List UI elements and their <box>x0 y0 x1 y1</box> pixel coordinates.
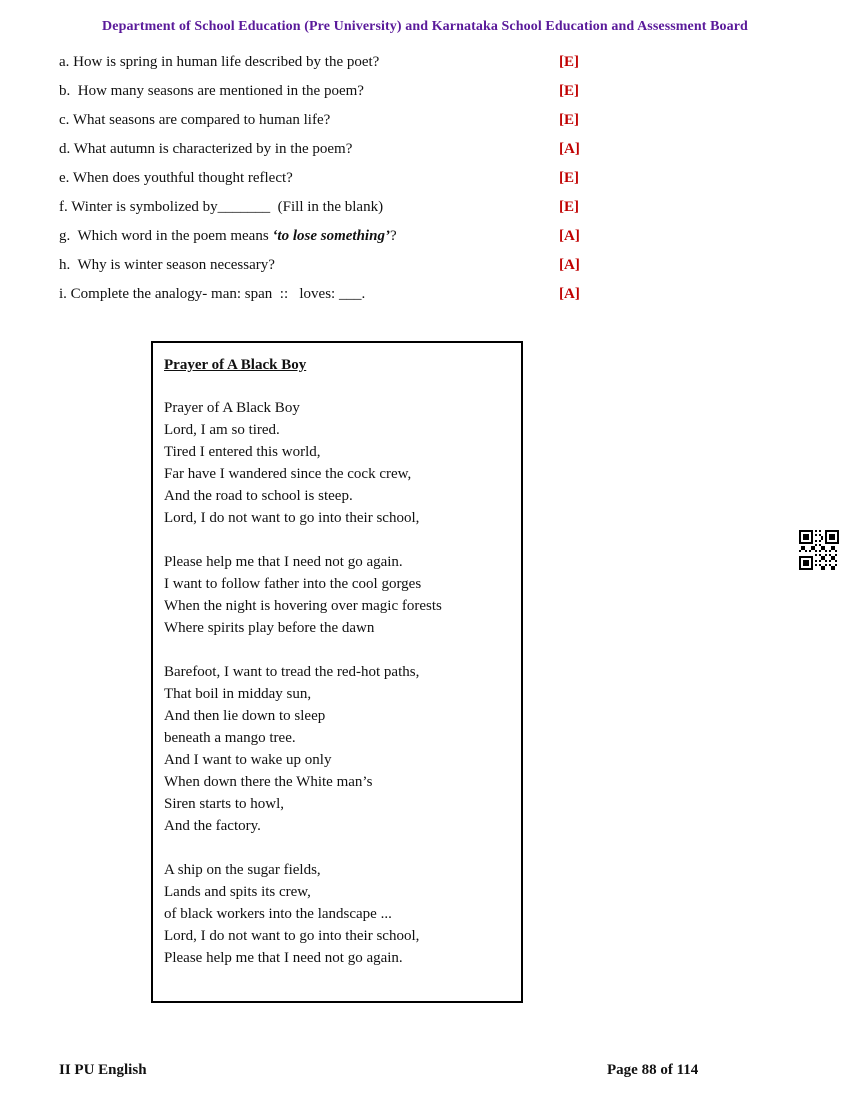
question-item <box>59 284 599 313</box>
question-text: i. Complete the analogy- man: span :: loves: ___. <box>59 286 366 302</box>
poem-line: Lord, I am so tired. <box>164 422 280 438</box>
poem-line: Please help me that I need not go again. <box>164 950 403 966</box>
poem-line: And the factory. <box>164 818 261 834</box>
question-item <box>59 168 599 197</box>
poem-title: Prayer of A Black Boy <box>164 357 307 373</box>
question-text: b. How many seasons are mentioned in the poem? <box>59 83 364 99</box>
poem-line: And then lie down to sleep <box>164 708 326 724</box>
question-emphasis: ‘to lose something’ <box>272 228 390 244</box>
question-tag: [E] <box>559 170 579 186</box>
poem-line: And the road to school is steep. <box>164 488 353 504</box>
question-text: e. When does youthful thought reflect? <box>59 170 293 186</box>
poem-line: Lord, I do not want to go into their school, <box>164 928 420 944</box>
question-tag: [E] <box>559 54 579 70</box>
poem-line: Far have I wandered since the cock crew, <box>164 466 412 482</box>
poem-line: Where spirits play before the dawn <box>164 620 375 636</box>
question-item <box>59 52 599 81</box>
question-tag: [A] <box>559 257 580 273</box>
question-tag: [A] <box>559 286 580 302</box>
question-text: c. What seasons are compared to human life? <box>59 112 331 128</box>
question-tag: [A] <box>559 141 580 157</box>
question-tag: [A] <box>559 228 580 244</box>
question-text <box>59 226 397 247</box>
question-text: h. Why is winter season necessary? <box>59 257 275 273</box>
poem-line: Lands and spits its crew, <box>164 884 311 900</box>
stanza-gap <box>164 837 442 859</box>
poem-line: Barefoot, I want to tread the red-hot paths, <box>164 664 420 680</box>
poem-line: When the night is hovering over magic forests <box>164 598 442 614</box>
question-tag: [E] <box>559 199 579 215</box>
question-text-after: ? <box>389 228 397 244</box>
stanza-gap <box>164 529 442 551</box>
poem-box <box>151 341 523 1003</box>
question-item <box>59 139 599 168</box>
poem-line: of black workers into the landscape ... <box>164 906 392 922</box>
poem-line: Siren starts to howl, <box>164 796 284 812</box>
question-tag: [E] <box>559 83 579 99</box>
poem-body <box>164 397 442 969</box>
poem-line: Tired I entered this world, <box>164 444 321 460</box>
question-item <box>59 81 599 110</box>
poem-line: When down there the White man’s <box>164 774 373 790</box>
question-tag: [E] <box>559 112 579 128</box>
poem-line: A ship on the sugar fields, <box>164 862 321 878</box>
poem-line: Lord, I do not want to go into their school, <box>164 510 420 526</box>
poem-line: Please help me that I need not go again. <box>164 554 403 570</box>
page-number: Page 88 of 114 <box>607 1062 699 1078</box>
footer-subject: II PU English <box>59 1062 147 1078</box>
poem-line: Prayer of A Black Boy <box>164 400 300 416</box>
question-item <box>59 110 599 139</box>
poem-line: beneath a mango tree. <box>164 730 296 746</box>
question-item <box>59 255 599 284</box>
stanza-gap <box>164 639 442 661</box>
question-text: f. Winter is symbolized by_______ (Fill in the blank) <box>59 199 384 215</box>
qr-code-icon <box>799 530 839 570</box>
poem-line: I want to follow father into the cool gorges <box>164 576 422 592</box>
question-text: a. How is spring in human life described by the poet? <box>59 54 380 70</box>
question-list <box>59 52 599 313</box>
poem-line: That boil in midday sun, <box>164 686 312 702</box>
question-text: d. What autumn is characterized by in the poem? <box>59 141 353 157</box>
question-item <box>59 197 599 226</box>
question-item <box>59 226 599 255</box>
poem-line: And I want to wake up only <box>164 752 332 768</box>
page-header: Department of School Education (Pre University) and Karnataka School Education and Assessment Board <box>102 19 748 34</box>
question-text-before: g. Which word in the poem means <box>59 228 273 244</box>
